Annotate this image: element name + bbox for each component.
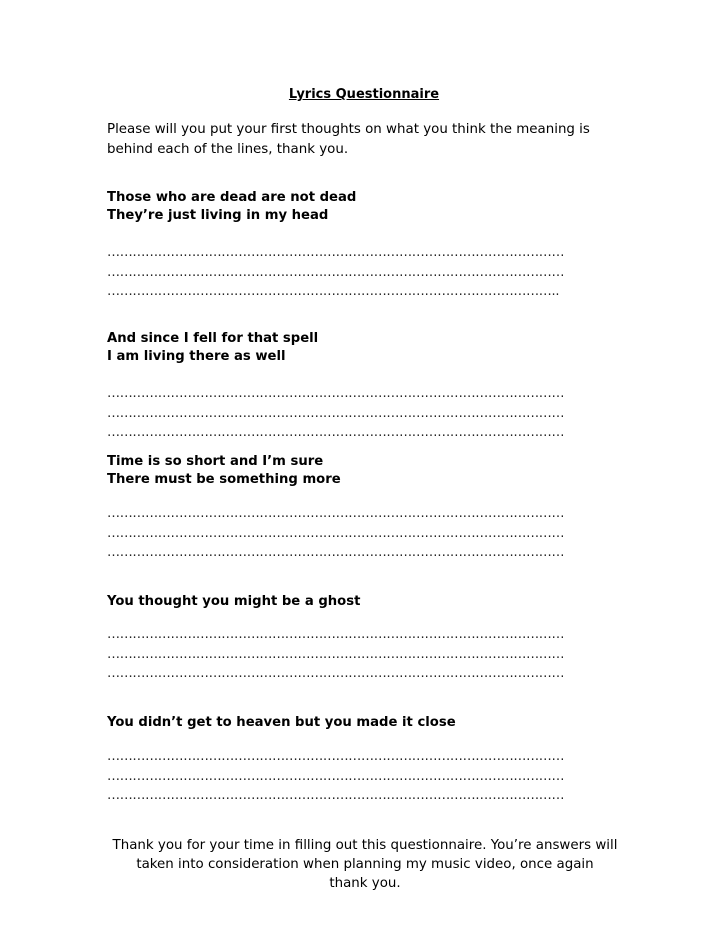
answer-line: ……………………………………………………………………………………………… [107,788,565,803]
intro-line-1: Please will you put your first thoughts on what you think the meaning is [107,122,590,137]
answer-line: ……………………………………………………………………………………………… [107,425,565,440]
answer-line: …………………………………………………………………………………………….. [107,284,560,299]
closing-line-1: Thank you for your time in filling out this questionnaire. You’re answers will [112,838,618,853]
lyric-block-4 [107,593,622,611]
answer-line: ……………………………………………………………………………………………… [107,627,565,642]
page-title: Lyrics Questionnaire [288,87,440,102]
lyric-line: And since I fell for that spell [107,331,319,346]
answer-area-1[interactable] [107,243,623,302]
lyric-line: You thought you might be a ghost [107,594,361,609]
answer-area-3[interactable] [107,504,623,563]
answer-line: ……………………………………………………………………………………………… [107,768,565,784]
answer-line: ……………………………………………………………………………………………… [107,666,565,681]
intro-text [107,120,622,160]
intro-line-2: behind each of the lines, thank you. [107,142,349,157]
lyric-line: There must be something more [107,472,341,487]
answer-line: ……………………………………………………………………………………………… [107,245,565,260]
lyric-line: Those who are dead are not dead [107,190,357,205]
answer-line: ……………………………………………………………………………………………… [107,264,565,280]
lyric-line: You didn’t get to heaven but you made it close [107,715,456,730]
lyric-block-1 [107,189,622,225]
lyric-block-5 [107,714,622,732]
lyric-line: I am living there as well [107,349,286,364]
answer-area-2[interactable] [107,384,623,443]
lyric-block-2 [107,330,622,366]
lyric-line: Time is so short and I’m sure [107,454,324,469]
lyric-line: They’re just living in my head [107,208,329,223]
closing-line-3: thank you. [329,876,401,891]
lyric-block-3 [107,453,622,489]
answer-area-5[interactable] [107,747,623,806]
closing-thanks [107,836,623,893]
answer-line: ……………………………………………………………………………………………… [107,405,565,421]
answer-line: ……………………………………………………………………………………………… [107,506,565,521]
answer-line: ……………………………………………………………………………………………… [107,525,565,541]
closing-line-2: taken into consideration when planning my music video, once again [136,857,594,872]
answer-area-4[interactable] [107,625,623,684]
answer-line: ……………………………………………………………………………………………… [107,386,565,401]
answer-line: ……………………………………………………………………………………………… [107,646,565,662]
answer-line: ……………………………………………………………………………………………… [107,749,565,764]
answer-line: ……………………………………………………………………………………………… [107,545,565,560]
